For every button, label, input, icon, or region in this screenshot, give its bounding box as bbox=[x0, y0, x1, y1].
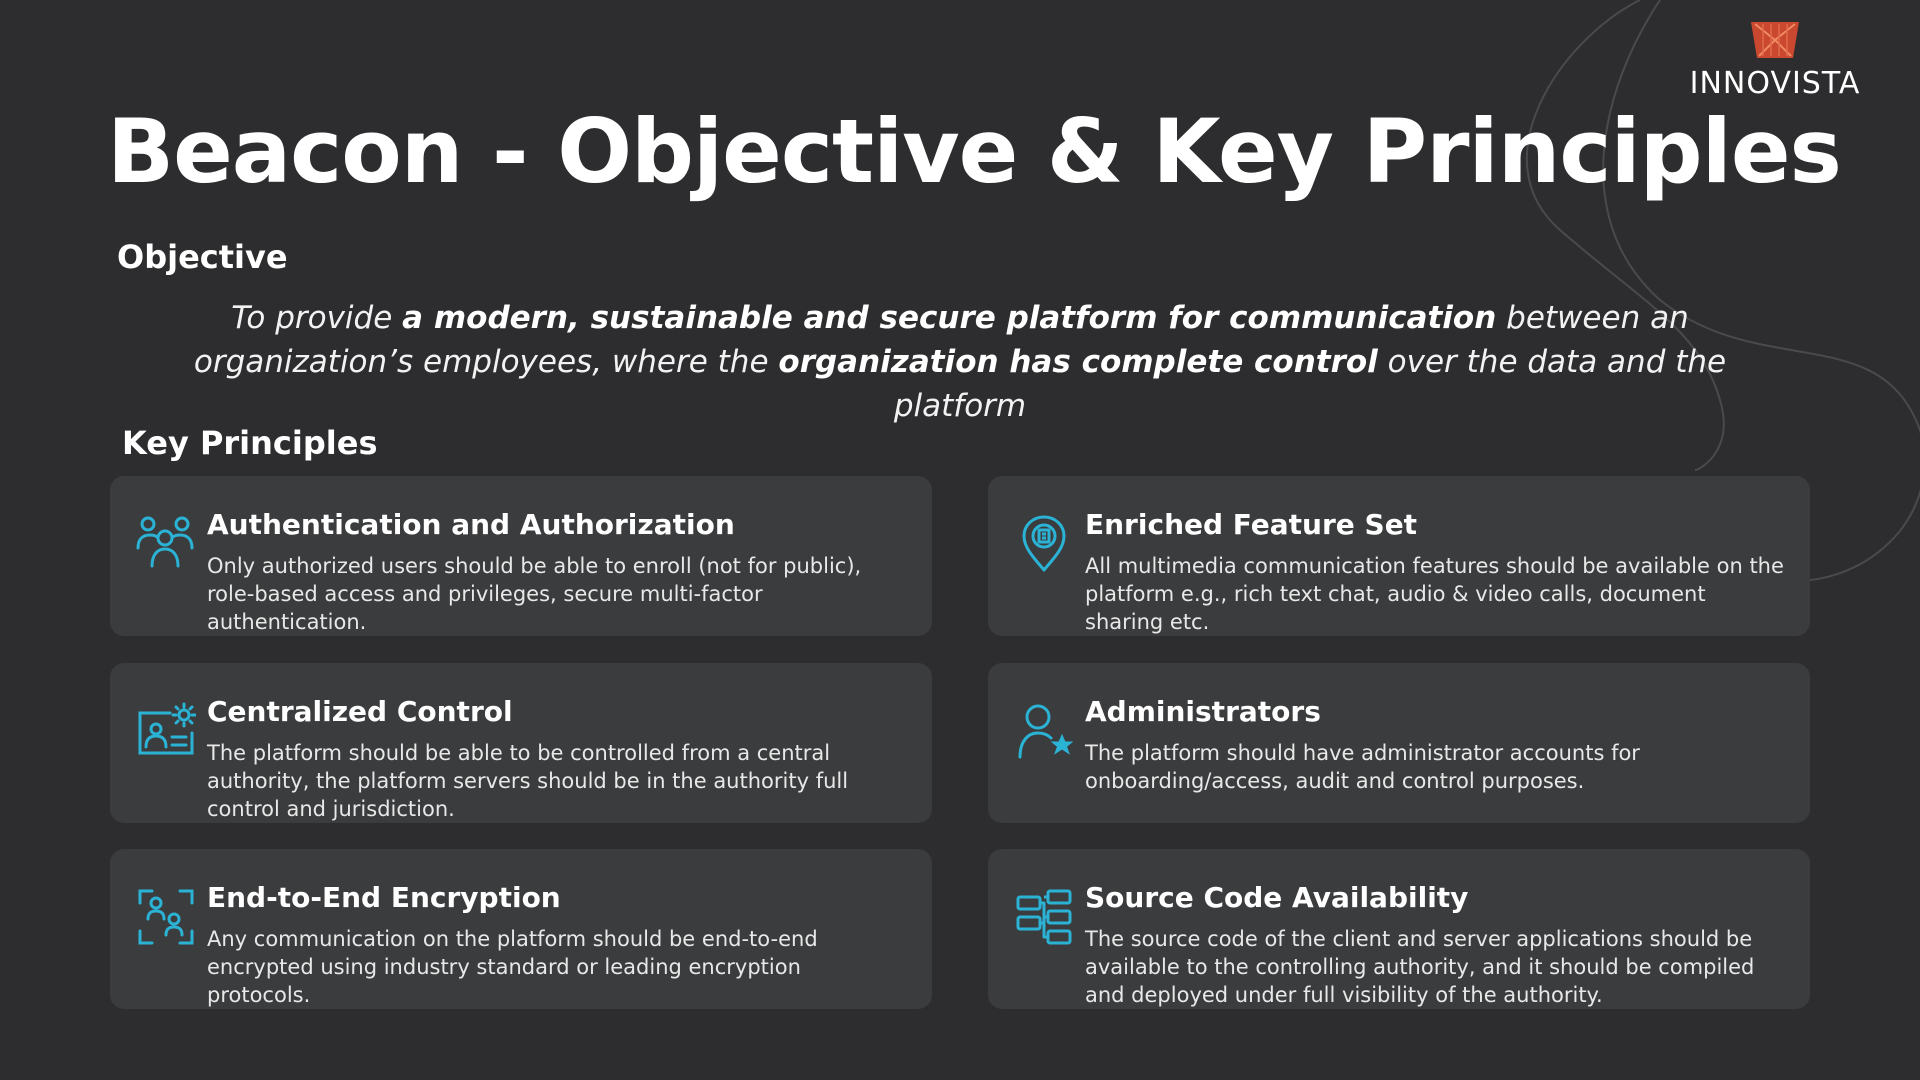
users-group-icon bbox=[136, 514, 196, 574]
objective-emphasis: a modern, sustainable and secure platform for communication bbox=[402, 300, 1497, 336]
page-title: Beacon - Objective & Key Principles bbox=[107, 100, 1841, 203]
card-title: Administrators bbox=[1085, 695, 1321, 728]
principle-card-encryption bbox=[110, 849, 932, 1009]
source-code-blocks-icon bbox=[1014, 887, 1074, 947]
card-description: The platform should have administrator accounts for onboarding/access, audit and control purposes. bbox=[1085, 741, 1640, 793]
admin-star-icon bbox=[1014, 701, 1074, 761]
objective-heading: Objective bbox=[117, 238, 288, 276]
card-description: The source code of the client and server applications should be available to the controlling authority, and it should be compiled and deployed under full visibility of the authority. bbox=[1085, 927, 1755, 1007]
objective-statement bbox=[140, 296, 1780, 428]
card-description: The platform should be able to be controlled from a central authority, the platform servers should be in the authority full control and jurisdiction. bbox=[207, 741, 849, 821]
control-panel-gear-icon bbox=[136, 701, 196, 761]
innovista-logo bbox=[1670, 20, 1880, 101]
card-title: Source Code Availability bbox=[1085, 881, 1469, 914]
objective-part: between an organization’s employees, where the bbox=[193, 300, 1689, 380]
card-title: End-to-End Encryption bbox=[207, 881, 561, 914]
card-title: Centralized Control bbox=[207, 695, 513, 728]
key-principles-heading: Key Principles bbox=[122, 424, 378, 462]
objective-emphasis: organization has complete control bbox=[778, 344, 1378, 380]
location-pin-icon bbox=[1014, 514, 1074, 574]
card-title: Enriched Feature Set bbox=[1085, 508, 1418, 541]
card-description: Any communication on the platform should be end-to-end encrypted using industry standard or leading encryption protocols. bbox=[207, 927, 818, 1007]
principle-card-feature-set bbox=[988, 476, 1810, 636]
card-description: All multimedia communication features should be available on the platform e.g., rich text chat, audio & video calls, document sharing etc. bbox=[1085, 554, 1784, 634]
card-description: Only authorized users should be able to enroll (not for public), role-based access and privileges, secure multi-factor authentication. bbox=[207, 554, 862, 634]
principle-card-centralized-control bbox=[110, 663, 932, 823]
objective-part: To provide bbox=[231, 300, 403, 336]
principle-card-administrators bbox=[988, 663, 1810, 823]
principle-card-source-code bbox=[988, 849, 1810, 1009]
objective-part: over the data and the platform bbox=[893, 344, 1727, 424]
card-title: Authentication and Authorization bbox=[207, 508, 735, 541]
logo-text: INNOVISTA bbox=[1689, 66, 1861, 101]
principle-card-authentication bbox=[110, 476, 932, 636]
innovista-logo-icon bbox=[1749, 20, 1801, 60]
encrypted-users-icon bbox=[136, 887, 196, 947]
